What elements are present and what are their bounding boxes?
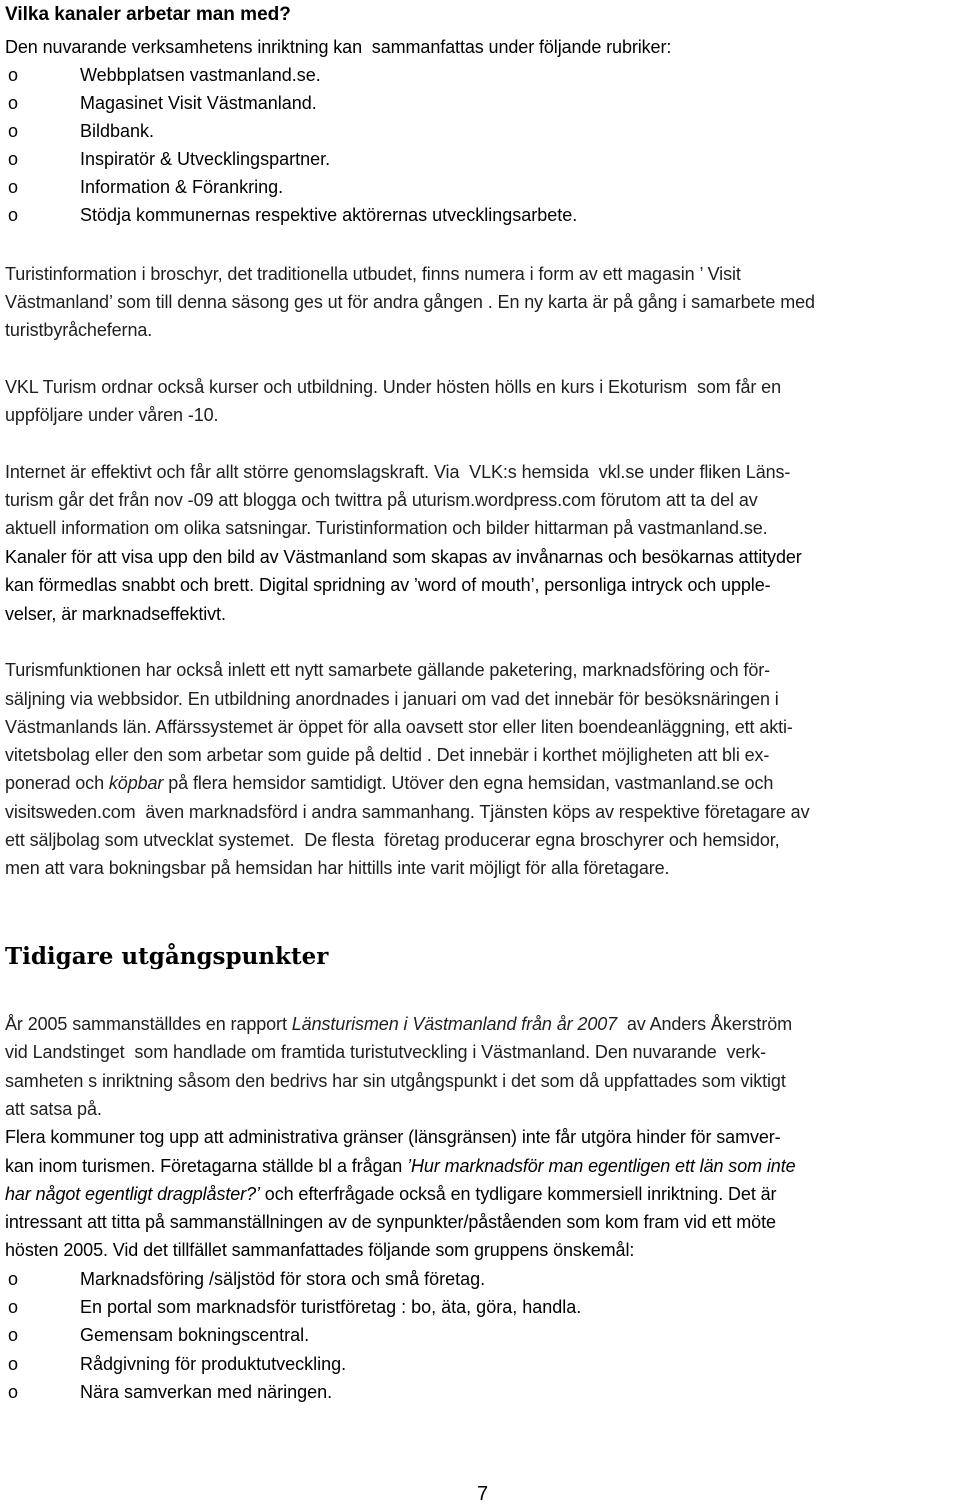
list-item-text: Marknadsföring /säljstöd för stora och små företag. bbox=[80, 1269, 486, 1289]
bullet-marker: o bbox=[8, 1297, 19, 1317]
bullet-marker: o bbox=[8, 93, 19, 113]
list-item-text: Gemensam bokningscentral. bbox=[80, 1325, 310, 1345]
section-heading: Vilka kanaler arbetar man med? bbox=[5, 4, 291, 25]
list-item-text: Webbplatsen vastmanland.se. bbox=[80, 65, 321, 85]
intro-text: Den nuvarande verksamhetens inriktning kan sammanfattas under följande rubriker: bbox=[5, 37, 672, 57]
paragraph-line: säljning via webbsidor. En utbildning anordnades i januari om vad det innebär för besöksnäringen i bbox=[5, 689, 779, 709]
bullet-marker: o bbox=[8, 149, 19, 169]
paragraph-line: Västmanland’ som till denna säsong ges ut för andra gången . En ny karta är på gång i samarbete med bbox=[5, 292, 815, 312]
paragraph-line: Turistinformation i broschyr, det traditionella utbudet, finns numera i form av ett magasin ’ Visit bbox=[5, 264, 741, 284]
text-run: kan inom turismen. Företagarna ställde bl a frågan bbox=[5, 1156, 408, 1176]
paragraph-line: Kanaler för att visa upp den bild av Västmanland som skapas av invånarnas och besökarnas attityder bbox=[5, 547, 802, 567]
quoted-question: har något egentligt dragplåster?’ bbox=[5, 1184, 260, 1204]
paragraph-line: Västmanlands län. Affärssystemet är öppet för alla oavsett stor eller liten boendeanläggning, ett akti- bbox=[5, 717, 793, 737]
list-item-text: Bildbank. bbox=[80, 121, 155, 141]
list-item-text: Nära samverkan med näringen. bbox=[80, 1382, 333, 1402]
bullet-marker: o bbox=[8, 65, 19, 85]
paragraph-line: vitetsbolag eller den som arbetar som guide på deltid . Det innebär i korthet möjligheten att bli ex- bbox=[5, 745, 770, 765]
paragraph-line: aktuell information om olika satsningar. Turistinformation och bilder hittarman på vastmanland.se. bbox=[5, 518, 768, 538]
text-run: och efterfrågade också en tydligare kommersiell inriktning. Det är bbox=[259, 1184, 777, 1204]
bullet-marker: o bbox=[8, 177, 19, 197]
list-item-text: Information & Förankring. bbox=[80, 177, 284, 197]
paragraph-line: uppföljare under våren -10. bbox=[5, 405, 219, 425]
text-run: ponerad och bbox=[5, 773, 104, 793]
paragraph-line: turism går det från nov -09 att blogga och twittra på uturism.wordpress.com förutom att ta del av bbox=[5, 490, 758, 510]
paragraph-line: samheten s inriktning såsom den bedrivs har sin utgångspunkt i det som då uppfattades som viktigt bbox=[5, 1071, 786, 1091]
paragraph-line: Internet är effektivt och får allt större genomslagskraft. Via VLK:s hemsida vkl.se under fliken Läns- bbox=[5, 462, 791, 482]
list-item-text: Magasinet Visit Västmanland. bbox=[80, 93, 317, 113]
paragraph-line bbox=[5, 1185, 776, 1203]
paragraph-line: kan förmedlas snabbt och brett. Digital spridning av ’word of mouth’, personliga intryck och upple- bbox=[5, 575, 771, 595]
paragraph-line: visitsweden.com även marknadsförd i andra sammanhang. Tjänsten köps av respektive företagare av bbox=[5, 802, 810, 822]
paragraph-line: ett säljbolag som utvecklat systemet. De flesta företag producerar egna broschyrer och hemsidor, bbox=[5, 830, 780, 850]
text-run: på flera hemsidor samtidigt. Utöver den egna hemsidan, vastmanland.se och bbox=[163, 773, 774, 793]
bullet-marker: o bbox=[8, 1325, 19, 1345]
section-heading-2: Tidigare utgångspunkter bbox=[5, 943, 329, 970]
emphasis-text: köpbar bbox=[108, 773, 164, 793]
bullet-marker: o bbox=[8, 121, 19, 141]
bullet-marker: o bbox=[8, 1269, 19, 1289]
paragraph-line bbox=[5, 1015, 792, 1033]
paragraph-line: turistbyråcheferna. bbox=[5, 320, 153, 340]
paragraph-line: VKL Turism ordnar också kurser och utbildning. Under hösten hölls en kurs i Ekoturism som får en bbox=[5, 377, 781, 397]
text-run: År 2005 sammanställdes en rapport bbox=[5, 1014, 292, 1034]
bullet-marker: o bbox=[8, 1354, 19, 1374]
page-number: 7 bbox=[477, 1483, 489, 1505]
paragraph-line: vid Landstinget som handlade om framtida turistutveckling i Västmanland. Den nuvarande verk- bbox=[5, 1042, 767, 1062]
list-item-text: En portal som marknadsför turistföretag : bo, äta, göra, handla. bbox=[80, 1297, 582, 1317]
paragraph-line: Turismfunktionen har också inlett ett nytt samarbete gällande paketering, marknadsföring och för- bbox=[5, 660, 771, 680]
paragraph-line: hösten 2005. Vid det tillfället sammanfattades följande som gruppens önskemål: bbox=[5, 1240, 635, 1260]
text-run: av Anders Åkerström bbox=[617, 1014, 793, 1034]
list-item-text: Inspiratör & Utvecklingspartner. bbox=[80, 149, 331, 169]
paragraph-line: intressant att titta på sammanställningen av de synpunkter/påståenden som kom fram vid ett möte bbox=[5, 1212, 776, 1232]
list-item-text: Stödja kommunernas respektive aktörernas utvecklingsarbete. bbox=[80, 205, 578, 225]
bullet-marker: o bbox=[8, 205, 19, 225]
paragraph-line: att satsa på. bbox=[5, 1099, 102, 1119]
paragraph-line bbox=[5, 774, 773, 792]
list-item-text: Rådgivning för produktutveckling. bbox=[80, 1354, 347, 1374]
bullet-marker: o bbox=[8, 1382, 19, 1402]
quoted-question: ’Hur marknadsför man egentligen ett län som inte bbox=[407, 1156, 796, 1176]
paragraph-line: Flera kommuner tog upp att administrativa gränser (länsgränsen) inte får utgöra hinder för samver- bbox=[5, 1127, 781, 1147]
paragraph-line: velser, är marknadseffektivt. bbox=[5, 604, 226, 624]
report-title: Länsturismen i Västmanland från år 2007 bbox=[291, 1014, 618, 1034]
paragraph-line: men att vara bokningsbar på hemsidan har hittills inte varit möjligt för alla företagare. bbox=[5, 858, 670, 878]
paragraph-line bbox=[5, 1157, 796, 1175]
